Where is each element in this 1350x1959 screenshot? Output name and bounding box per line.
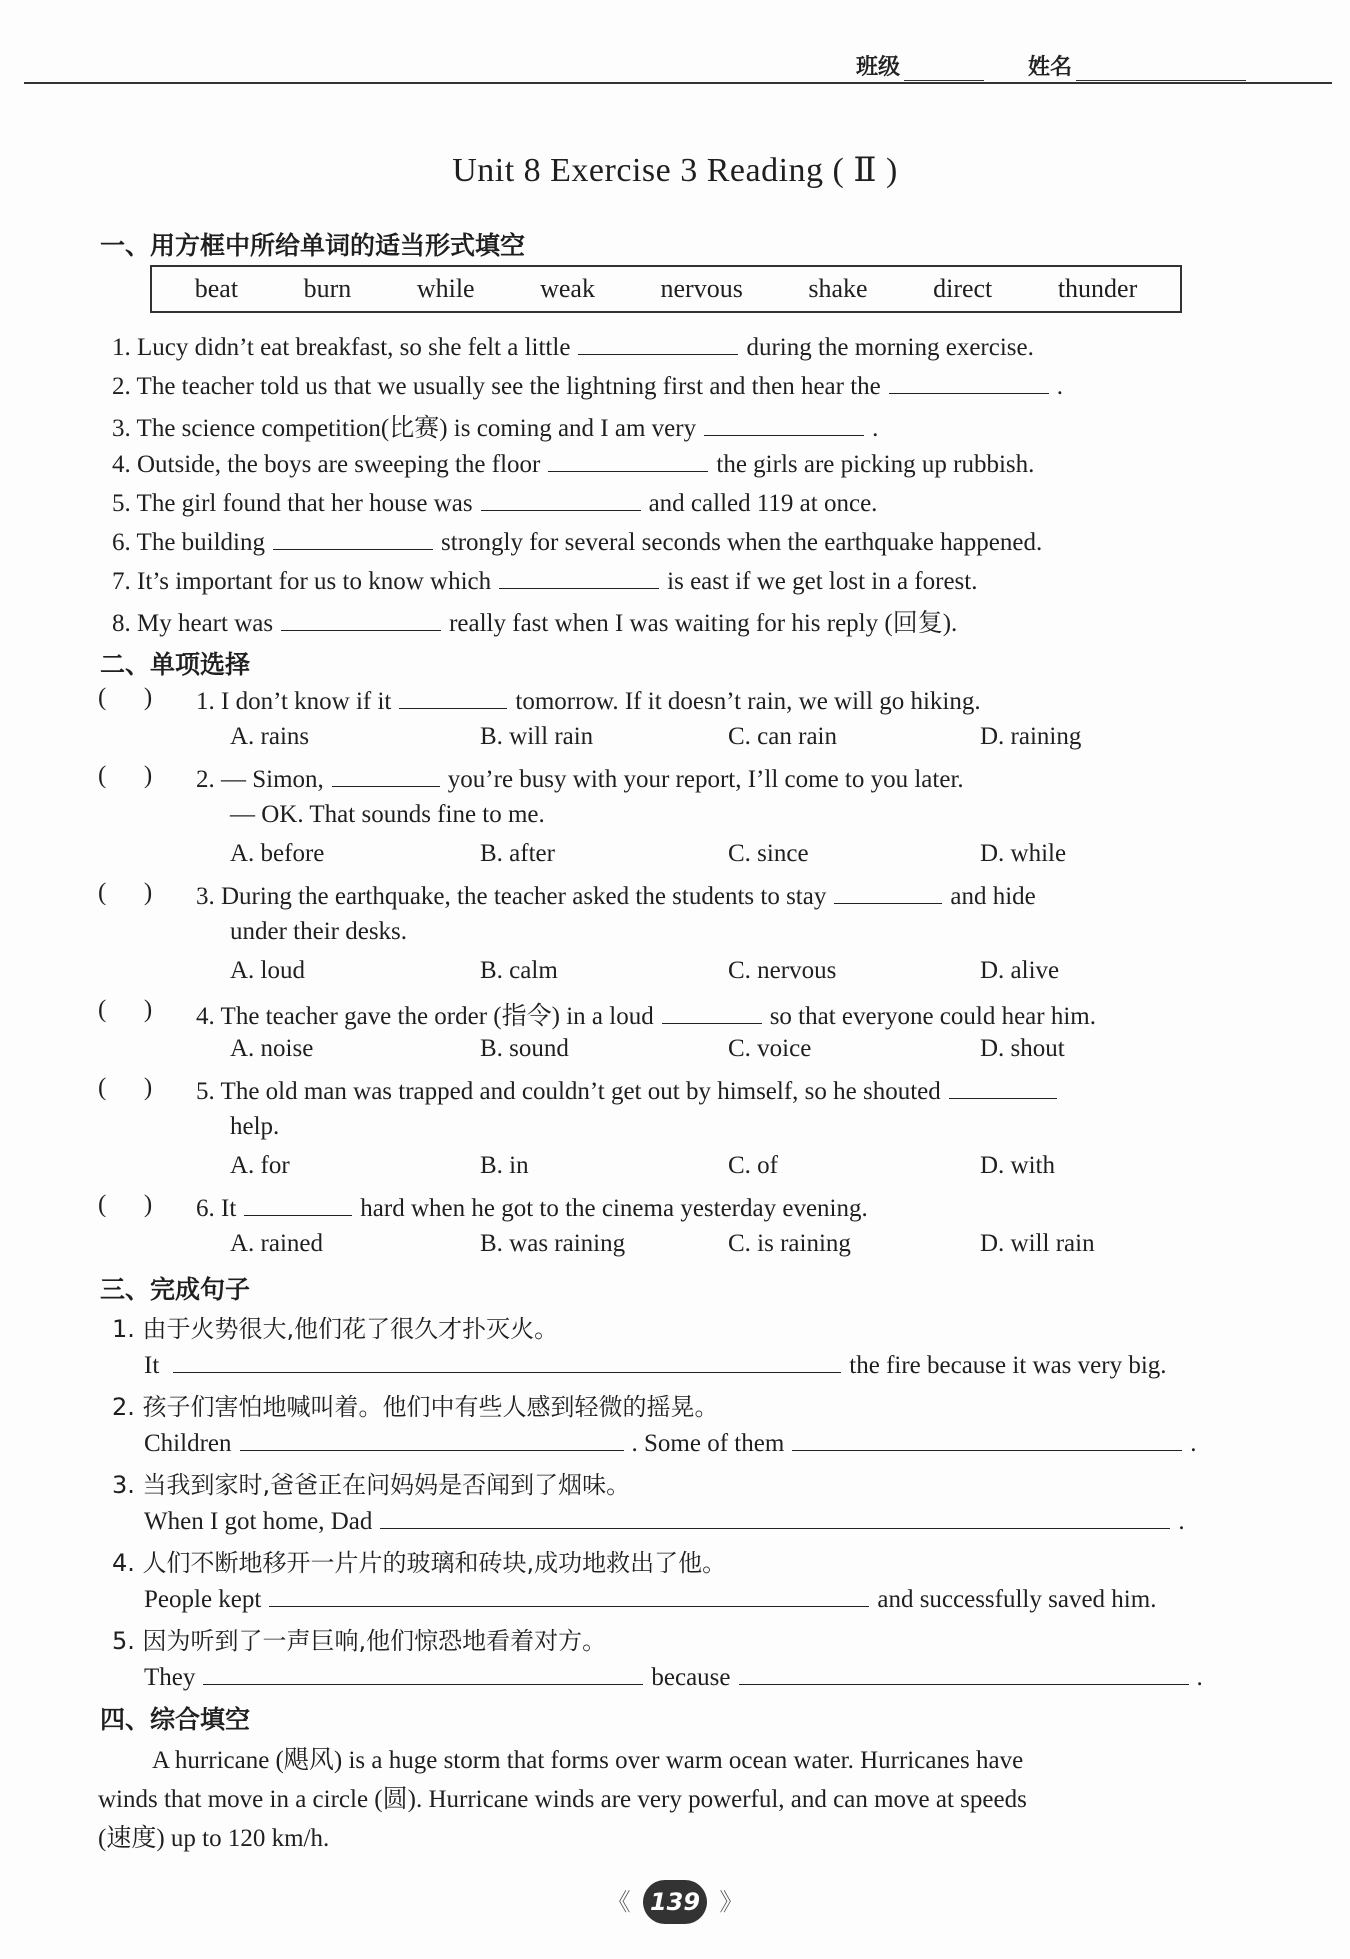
question-text: you’re busy with your report, I’ll come to you later.	[447, 766, 964, 793]
answer-paren[interactable]: ( )	[98, 996, 153, 1023]
answer-blank[interactable]	[203, 1660, 643, 1685]
item-text: 1. Lucy didn’t eat breakfast, so she felt a little	[112, 334, 571, 361]
name-label: 姓名	[1027, 55, 1072, 80]
answer-blank[interactable]	[273, 525, 433, 550]
question-text: 3. During the earthquake, the teacher asked the students to stay	[196, 883, 827, 910]
header-rule	[24, 82, 1332, 84]
passage-line-3: (速度) up to 120 km/h.	[98, 1825, 330, 1852]
sentence-text: and successfully saved him.	[877, 1586, 1157, 1613]
mc-question-1	[196, 684, 981, 716]
answer-blank[interactable]	[704, 411, 864, 436]
chinese-prompt-5: 5. 因为听到了一声巨响,他们惊恐地看着对方。	[112, 1627, 607, 1655]
chinese-prompt-1: 1. 由于火势很大,他们花了很久才扑灭火。	[112, 1315, 559, 1343]
option-a[interactable]: A. loud	[230, 957, 305, 984]
translation-line-4	[144, 1582, 1156, 1614]
class-field	[856, 50, 988, 81]
option-b[interactable]: B. will rain	[480, 723, 594, 750]
answer-blank[interactable]	[399, 684, 507, 709]
option-a[interactable]: A. noise	[230, 1035, 314, 1062]
answer-paren[interactable]: ( )	[98, 762, 153, 789]
option-d[interactable]: D. shout	[980, 1035, 1065, 1062]
fill-item-3	[112, 408, 878, 444]
answer-blank[interactable]	[889, 369, 1049, 394]
item-text: during the morning exercise.	[746, 334, 1034, 361]
item-text: really fast when I was waiting for his reply (回复).	[449, 610, 958, 637]
question-line2: — OK. That sounds fine to me.	[230, 801, 545, 828]
mc-question-4	[196, 996, 1096, 1032]
question-text: 6. It	[196, 1195, 237, 1222]
answer-blank[interactable]	[792, 1426, 1182, 1451]
translation-line-2	[144, 1426, 1197, 1458]
answer-blank[interactable]	[662, 999, 762, 1024]
header-fields	[856, 50, 1250, 81]
item-text: and called 119 at once.	[648, 490, 878, 517]
answer-blank[interactable]	[834, 879, 942, 904]
word-box	[150, 265, 1182, 313]
class-blank[interactable]	[904, 56, 984, 81]
page-number-badge: 139	[643, 1880, 707, 1924]
option-c[interactable]: C. of	[728, 1152, 778, 1179]
page-number	[0, 1880, 1350, 1924]
option-b[interactable]: B. calm	[480, 957, 558, 984]
answer-blank[interactable]	[281, 606, 441, 631]
chinese-prompt-3: 3. 当我到家时,爸爸正在问妈妈是否闻到了烟味。	[112, 1471, 631, 1499]
sentence-text: . Some of them	[631, 1430, 785, 1457]
option-d[interactable]: D. while	[980, 840, 1067, 867]
answer-blank[interactable]	[739, 1660, 1189, 1685]
sentence-text: It	[144, 1352, 160, 1379]
item-text: 5. The girl found that her house was	[112, 490, 473, 517]
item-text: strongly for several seconds when the earthquake happened.	[441, 529, 1043, 556]
word-item: while	[416, 274, 475, 303]
answer-blank[interactable]	[332, 762, 440, 787]
left-chevron-icon: 《	[606, 1888, 631, 1916]
item-text: 4. Outside, the boys are sweeping the floor	[112, 451, 541, 478]
item-text: is east if we get lost in a forest.	[667, 568, 978, 595]
item-text: the girls are picking up rubbish.	[716, 451, 1035, 478]
right-chevron-icon: 》	[719, 1888, 744, 1916]
question-text: tomorrow. If it doesn’t rain, we will go hiking.	[515, 688, 981, 715]
option-c[interactable]: C. since	[728, 840, 809, 867]
section4-heading: 四、综合填空	[100, 1705, 251, 1734]
option-c[interactable]: C. nervous	[728, 957, 837, 984]
item-text: 6. The building	[112, 529, 266, 556]
fill-item-8	[112, 603, 957, 639]
translation-line-1	[144, 1348, 1167, 1380]
sentence-text: because	[651, 1664, 731, 1691]
option-a[interactable]: A. rains	[230, 723, 310, 750]
question-line2: help.	[230, 1113, 280, 1140]
answer-blank[interactable]	[244, 1191, 352, 1216]
answer-paren[interactable]: ( )	[98, 684, 153, 711]
item-text: .	[872, 415, 879, 442]
answer-blank[interactable]	[481, 486, 641, 511]
page-title: Unit 8 Exercise 3 Reading ( Ⅱ )	[452, 152, 898, 189]
question-text: so that everyone could hear him.	[769, 1003, 1096, 1030]
section2-heading: 二、单项选择	[100, 650, 251, 679]
option-a[interactable]: A. rained	[230, 1230, 324, 1257]
sentence-text: When I got home, Dad	[144, 1508, 373, 1535]
option-b[interactable]: B. sound	[480, 1035, 569, 1062]
section3-heading: 三、完成句子	[100, 1275, 251, 1304]
question-text: hard when he got to the cinema yesterday evening.	[360, 1195, 868, 1222]
answer-blank[interactable]	[380, 1504, 1170, 1529]
question-text: 1. I don’t know if it	[196, 688, 392, 715]
answer-blank[interactable]	[499, 564, 659, 589]
question-text: 5. The old man was trapped and couldn’t get out by himself, so he shouted	[196, 1078, 941, 1105]
mc-question-2	[196, 762, 964, 794]
answer-paren[interactable]: ( )	[98, 879, 153, 906]
option-d[interactable]: D. raining	[980, 723, 1082, 750]
fill-item-5	[112, 486, 877, 518]
translation-line-3	[144, 1504, 1185, 1536]
word-item: thunder	[1057, 274, 1138, 303]
mc-question-5	[196, 1074, 1065, 1106]
mc-question-6	[196, 1191, 868, 1223]
sentence-text: They	[144, 1664, 196, 1691]
question-text: 2. — Simon,	[196, 766, 324, 793]
item-text: 2. The teacher told us that we usually see the lightning first and then hear the	[112, 373, 881, 400]
option-c[interactable]: C. is raining	[728, 1230, 851, 1257]
word-item: beat	[194, 274, 239, 303]
item-text: 7. It’s important for us to know which	[112, 568, 492, 595]
word-item: nervous	[660, 274, 743, 303]
answer-blank[interactable]	[548, 447, 708, 472]
passage-line-1: A hurricane (飓风) is a huge storm that forms over warm ocean water. Hurricanes have	[152, 1747, 1024, 1774]
option-a[interactable]: A. before	[230, 840, 325, 867]
option-d[interactable]: D. with	[980, 1152, 1055, 1179]
sentence-text: the fire because it was very big.	[849, 1352, 1167, 1379]
sentence-text: .	[1196, 1664, 1203, 1691]
question-line2: under their desks.	[230, 918, 408, 945]
answer-blank[interactable]	[173, 1348, 841, 1373]
name-field	[1028, 50, 1250, 81]
answer-blank[interactable]	[949, 1074, 1057, 1099]
word-item: direct	[933, 274, 993, 303]
option-d[interactable]: D. will rain	[980, 1230, 1095, 1257]
passage-line-2: winds that move in a circle (圆). Hurricane winds are very powerful, and can move at speeds	[98, 1786, 1027, 1813]
item-text: 8. My heart was	[112, 610, 274, 637]
class-label: 班级	[855, 55, 900, 80]
fill-item-7	[112, 564, 977, 596]
answer-blank[interactable]	[240, 1426, 624, 1451]
option-b[interactable]: B. was raining	[480, 1230, 626, 1257]
word-item: shake	[808, 274, 868, 303]
sentence-text: Children	[144, 1430, 232, 1457]
question-text: 4. The teacher gave the order (指令) in a loud	[196, 1003, 654, 1030]
section1-heading: 一、用方框中所给单词的适当形式填空	[100, 231, 526, 260]
translation-line-5	[144, 1660, 1203, 1692]
sentence-text: .	[1178, 1508, 1185, 1535]
option-b[interactable]: B. after	[480, 840, 555, 867]
answer-paren[interactable]: ( )	[98, 1191, 153, 1218]
item-text: 3. The science competition(比赛) is coming and I am very	[112, 415, 697, 442]
sentence-text: .	[1190, 1430, 1197, 1457]
option-d[interactable]: D. alive	[980, 957, 1060, 984]
answer-paren[interactable]: ( )	[98, 1074, 153, 1101]
option-c[interactable]: C. can rain	[728, 723, 837, 750]
answer-blank[interactable]	[269, 1582, 869, 1607]
option-c[interactable]: C. voice	[728, 1035, 812, 1062]
chinese-prompt-4: 4. 人们不断地移开一片片的玻璃和砖块,成功地救出了他。	[112, 1549, 727, 1577]
fill-item-1	[112, 330, 1034, 362]
word-item: burn	[303, 274, 352, 303]
item-text: .	[1056, 373, 1064, 400]
fill-item-4	[112, 447, 1034, 479]
option-b[interactable]: B. in	[480, 1152, 529, 1179]
question-text: and hide	[950, 883, 1036, 910]
name-blank[interactable]	[1076, 56, 1246, 81]
fill-item-2	[112, 369, 1063, 401]
fill-item-6	[112, 525, 1042, 557]
chinese-prompt-2: 2. 孩子们害怕地喊叫着。他们中有些人感到轻微的摇晃。	[112, 1393, 719, 1421]
sentence-text: People kept	[144, 1586, 262, 1613]
mc-question-3	[196, 879, 1036, 911]
answer-blank[interactable]	[578, 330, 738, 355]
option-a[interactable]: A. for	[230, 1152, 290, 1179]
word-item: weak	[540, 274, 595, 303]
